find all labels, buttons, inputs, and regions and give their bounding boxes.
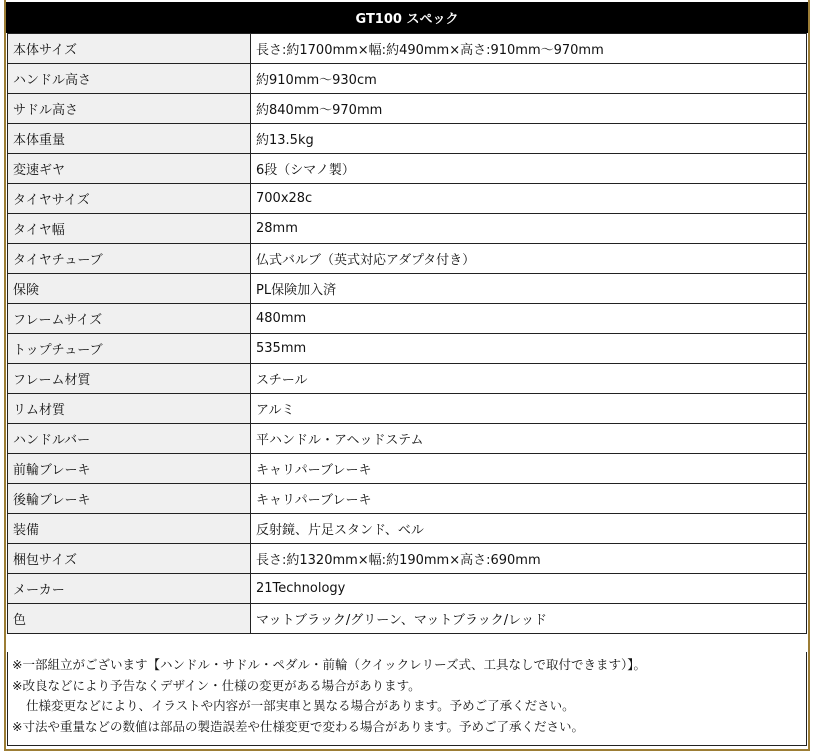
table-row	[8, 214, 807, 244]
spec-value: 長さ:約1320mm×幅:約190mm×高さ:690mm	[251, 544, 807, 574]
table-row	[8, 34, 807, 64]
spec-label: ハンドル高さ	[8, 64, 251, 94]
spec-label: タイヤチューブ	[8, 244, 251, 274]
table-row	[8, 364, 807, 394]
spec-label: リム材質	[8, 394, 251, 424]
spec-label: タイヤサイズ	[8, 184, 251, 214]
table-row	[8, 574, 807, 604]
spec-label: 保険	[8, 274, 251, 304]
spec-label: フレームサイズ	[8, 304, 251, 334]
table-row	[8, 154, 807, 184]
table-row	[8, 424, 807, 454]
table-row	[8, 94, 807, 124]
note-line: ※寸法や重量などの数値は部品の製造誤差や仕様変更で変わる場合があります。予めご了承ください。	[12, 718, 584, 734]
spec-table	[7, 33, 807, 634]
spec-value: 約840mm～970mm	[251, 94, 807, 124]
spec-value: アルミ	[251, 394, 807, 424]
spec-label: 梱包サイズ	[8, 544, 251, 574]
spec-label: 前輪ブレーキ	[8, 454, 251, 484]
note-line: 仕様変更などにより、イラストや内容が一部実車と異なる場合があります。予めご了承ください。	[26, 698, 575, 713]
spec-value: 約13.5kg	[251, 124, 807, 154]
spec-value: 535mm	[251, 334, 807, 364]
spec-label: フレーム材質	[8, 364, 251, 394]
spec-label: 変速ギヤ	[8, 154, 251, 184]
spec-label: 本体重量	[8, 124, 251, 154]
table-row	[8, 274, 807, 304]
spec-value: 約910mm～930cm	[251, 64, 807, 94]
spec-label: 装備	[8, 514, 251, 544]
table-row	[8, 454, 807, 484]
note-line: ※一部組立がございます【ハンドル・サドル・ペダル・前輪（クイックレリーズ式、工具なしで取付できます）】。	[12, 657, 646, 672]
spec-value: PL保険加入済	[251, 274, 807, 304]
table-row	[8, 304, 807, 334]
table-row	[8, 604, 807, 634]
spec-title: GT100 スペック	[6, 2, 808, 33]
spec-label: 本体サイズ	[8, 34, 251, 64]
spec-value: 長さ:約1700mm×幅:約490mm×高さ:910mm～970mm	[251, 34, 807, 64]
spec-value: キャリパーブレーキ	[251, 454, 807, 484]
table-row	[8, 394, 807, 424]
spec-value: 仏式バルブ（英式対応アダプタ付き）	[251, 244, 807, 274]
spec-value: 21Technology	[251, 574, 807, 604]
spec-label: 色	[8, 604, 251, 634]
table-row	[8, 184, 807, 214]
spec-label: タイヤ幅	[8, 214, 251, 244]
table-row	[8, 124, 807, 154]
spec-value: 28mm	[251, 214, 807, 244]
table-row	[8, 244, 807, 274]
spec-label: 後輪ブレーキ	[8, 484, 251, 514]
table-row	[8, 334, 807, 364]
spec-label: サドル高さ	[8, 94, 251, 124]
table-row	[8, 514, 807, 544]
note-line: ※改良などにより予告なくデザイン・仕様の変更がある場合があります。	[12, 677, 421, 693]
spec-value: 平ハンドル・アヘッドステム	[251, 424, 807, 454]
spec-value: 480mm	[251, 304, 807, 334]
table-row	[8, 544, 807, 574]
table-row	[8, 64, 807, 94]
spec-label: トップチューブ	[8, 334, 251, 364]
spec-value: 反射鏡、片足スタンド、ベル	[251, 514, 807, 544]
spec-value: 700x28c	[251, 184, 807, 214]
spec-value: マットブラック/グリーン、マットブラック/レッド	[251, 604, 807, 634]
spec-value: 6段（シマノ製）	[251, 154, 807, 184]
spec-value: スチール	[251, 364, 807, 394]
table-row	[8, 484, 807, 514]
spec-label: ハンドルバー	[8, 424, 251, 454]
spec-value: キャリパーブレーキ	[251, 484, 807, 514]
spec-label: メーカー	[8, 574, 251, 604]
notes-section	[7, 652, 807, 746]
